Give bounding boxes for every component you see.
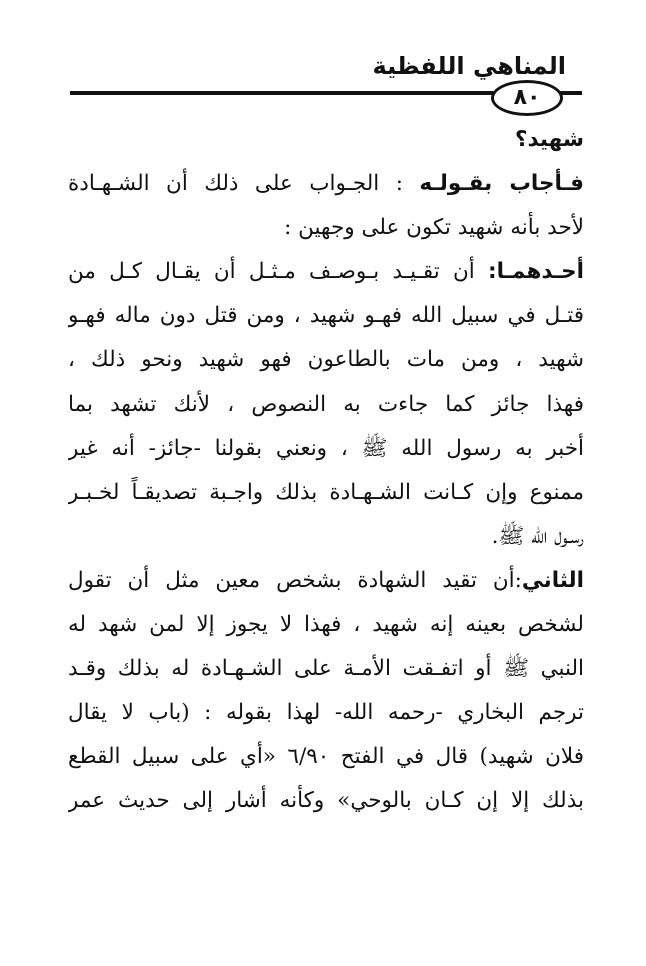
text-span: أن تقـيـد بـوصـف مـثـل أن يقـال كـل من [68,259,489,285]
text-line [68,206,584,250]
text-span: فهذا جائز كما جاءت به النصوص ، لأنك تشهد بما [68,391,584,417]
text-span: : الجـواب على ذلك أن الشـهـادة [68,171,420,197]
page-number-oval [491,80,563,116]
body-text [68,118,584,824]
text-span: قتـل في سبيل الله فهـو شهيد ، ومن قتل دون ماله فهـو [68,303,584,329]
bold-heading-span: أحـدهمـا: [488,259,584,285]
bold-heading-span: شهيد؟ [514,127,584,152]
text-line [68,162,584,206]
text-span: فلان شهيد) قال في الفتح ٦/٩٠ «أي على سبيل القطع [68,744,584,770]
bold-heading-span: فـأجاب بقـولـه [419,171,584,197]
text-span: شهيد ، ومن مات بالطاعون فهو شهيد ونحو ذلك ، [68,347,584,373]
text-span: :أن تقيد الشهادة بشخص معين مثل أن تقول [68,567,522,593]
text-line [68,515,584,559]
text-span: رسـول الله ﷺ. [491,523,584,549]
text-span: بذلك إلا إن كـان بالوحي» وكأنه أشار إلى حديث عمر [68,788,584,814]
text-span: لأحد بأنه شهيد تكون على وجهين : [284,215,584,241]
running-header-title: المناهي اللفظية [372,52,566,80]
text-span: ممنوع وإن كـانت الشـهـادة بذلك واجـبة تصديقـاً لخـبـر [68,479,584,505]
text-line [68,691,584,735]
text-line [68,118,584,162]
bold-heading-span: الثاني [521,567,584,593]
text-span: لشخص بعينه إنه شهيد ، فهذا لا يجوز إلا لمن شهد له [68,612,584,638]
text-line [68,338,584,382]
text-span: النبي ﷺ أو اتفـقت الأمـة على الشـهـادة له بذلك وقـد [68,656,584,682]
text-line [68,735,584,779]
page-number: ٨٠ [513,85,541,110]
text-span: ترجم البخاري -رحمه الله- لهذا بقوله : (باب لا يقال [68,700,584,726]
text-line [68,559,584,603]
text-span: أخبر به رسول الله ﷺ ، ونعني بقولنا -جائز- أنه غير [68,435,584,461]
text-line [68,647,584,691]
text-line [68,250,584,294]
text-line [68,603,584,647]
text-line [68,779,584,823]
text-line [68,294,584,338]
text-line [68,471,584,515]
text-line [68,383,584,427]
text-line [68,427,584,471]
